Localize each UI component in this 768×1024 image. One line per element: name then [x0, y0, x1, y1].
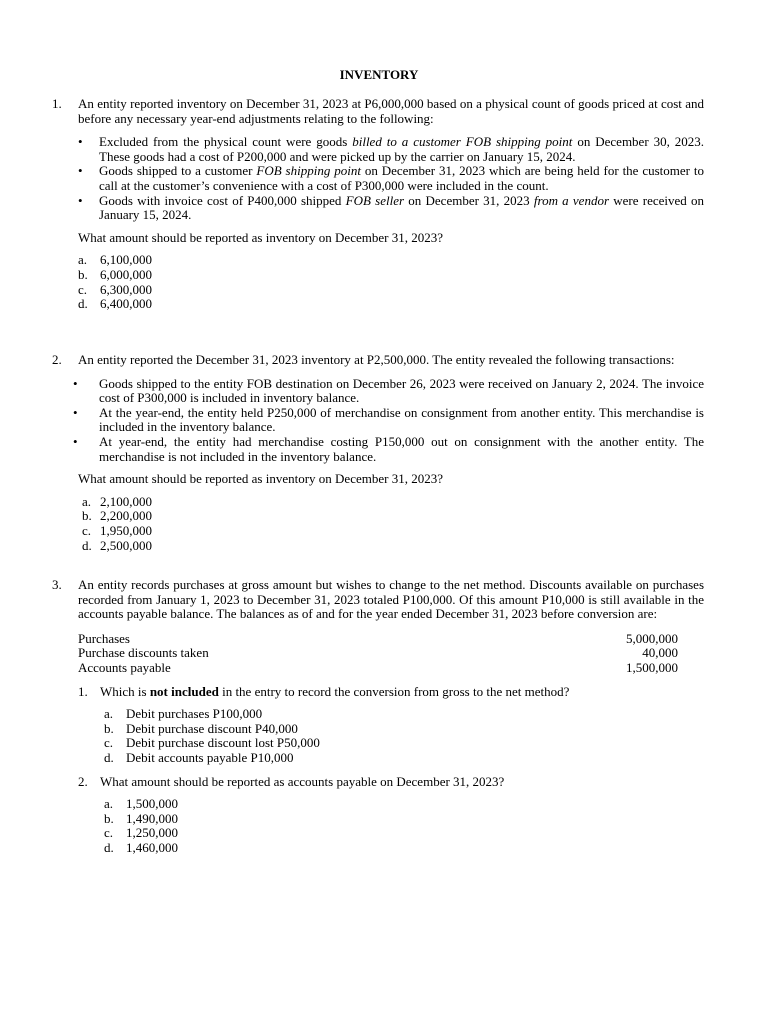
bullet-icon: •: [73, 433, 78, 449]
choice-item: a. Debit purchases P100,000: [104, 706, 263, 722]
question-number: 2.: [52, 352, 62, 367]
question-intro: An entity records purchases at gross amount but wishes to change to the net method. Discounts available on purchases recorded from January 1, 2023 to December 31, 2023 totaled P100,000. Of this amount P10,000 is still available in the accounts payable balance. The balances as of and for the year ended December 31, 2023 before conversion are:: [78, 577, 704, 622]
choice-item: c. 1,250,000: [104, 825, 178, 841]
choice-item: a. 1,500,000: [104, 796, 178, 812]
list-item: • Goods with invoice cost of P400,000 shipped FOB seller on December 31, 2023 from a vendor were received on January 15, 2024.: [78, 192, 705, 223]
choice-list: [78, 253, 704, 311]
bullet-icon: •: [73, 404, 78, 420]
question-intro: An entity reported the December 31, 2023 inventory at P2,500,000. The entity revealed the following transactions:: [78, 352, 675, 367]
list-item: • Goods shipped to the entity FOB destination on December 26, 2023 were received on January 2, 2024. The invoice cost of P300,000 is included in inventory balance.: [73, 375, 704, 406]
choice-item: d. Debit accounts payable P10,000: [104, 749, 294, 765]
table-row: Purchase discounts taken 40,000: [78, 645, 678, 661]
question-text: Which is not included in the entry to record the conversion from gross to the net method?: [100, 683, 570, 699]
sub-question-number: 1.: [78, 683, 88, 699]
choice-list: [78, 495, 704, 553]
bullet-icon: •: [78, 134, 83, 150]
question-text: What amount should be reported as inventory on December 31, 2023?: [78, 229, 443, 245]
choice-list: [100, 797, 704, 855]
choice-item: c. Debit purchase discount lost P50,000: [104, 735, 320, 751]
sub-question-2: [78, 775, 704, 856]
choice-item: b. 2,200,000: [82, 508, 152, 524]
bullet-icon: •: [78, 192, 83, 208]
question-3: [52, 578, 704, 856]
list-item: • At the year-end, the entity held P250,000 of merchandise on consignment from another entity. This merchandise is included in the inventory balance.: [73, 404, 704, 435]
choice-item: d. 1,460,000: [104, 839, 178, 855]
list-item: • Goods shipped to a customer FOB shipping point on December 31, 2023 which are being held for the customer to call at the customer’s convenience with a cost of P300,000 were included in the count.: [78, 163, 704, 193]
table-row: Accounts payable 1,500,000: [78, 659, 678, 675]
question-text: What amount should be reported as inventory on December 31, 2023?: [78, 471, 443, 487]
choice-item: b. 1,490,000: [104, 810, 178, 826]
choice-item: a. 6,100,000: [78, 252, 152, 268]
bullet-list: [78, 135, 704, 223]
bullet-icon: •: [78, 163, 83, 179]
sub-question-1: [78, 685, 704, 766]
question-number: 1.: [52, 96, 62, 111]
question-number: 3.: [52, 577, 62, 592]
choice-item: d. 2,500,000: [82, 537, 152, 553]
choice-item: d. 6,400,000: [78, 296, 152, 312]
question-text: What amount should be reported as accounts payable on December 31, 2023?: [100, 773, 505, 789]
choice-item: b. 6,000,000: [78, 266, 152, 282]
table-row: Purchases 5,000,000: [78, 630, 678, 646]
page-title: INVENTORY: [339, 67, 419, 82]
question-intro: An entity reported inventory on December 31, 2023 at P6,000,000 based on a physical count of goods priced at cost and before any necessary year-end adjustments relating to the following:: [78, 96, 704, 126]
question-1: [52, 97, 704, 312]
choice-item: c. 6,300,000: [78, 281, 152, 297]
choice-item: b. Debit purchase discount P40,000: [104, 720, 298, 736]
list-item: • Excluded from the physical count were goods billed to a customer FOB shipping point on December 30, 2023. These goods had a cost of P200,000 and were picked up by the carrier on January 15, 2024.: [78, 134, 704, 164]
balances-table: [78, 632, 678, 676]
list-item: • At year-end, the entity had merchandise costing P150,000 out on consignment with the another entity. The merchandise is not included in the inventory balance.: [73, 433, 704, 464]
choice-item: a. 2,100,000: [82, 493, 152, 509]
bullet-list: [73, 375, 704, 465]
bullet-icon: •: [73, 375, 78, 391]
sub-question-number: 2.: [78, 773, 88, 789]
choice-item: c. 1,950,000: [82, 522, 152, 538]
choice-list: [100, 707, 704, 765]
question-2: [52, 353, 704, 553]
